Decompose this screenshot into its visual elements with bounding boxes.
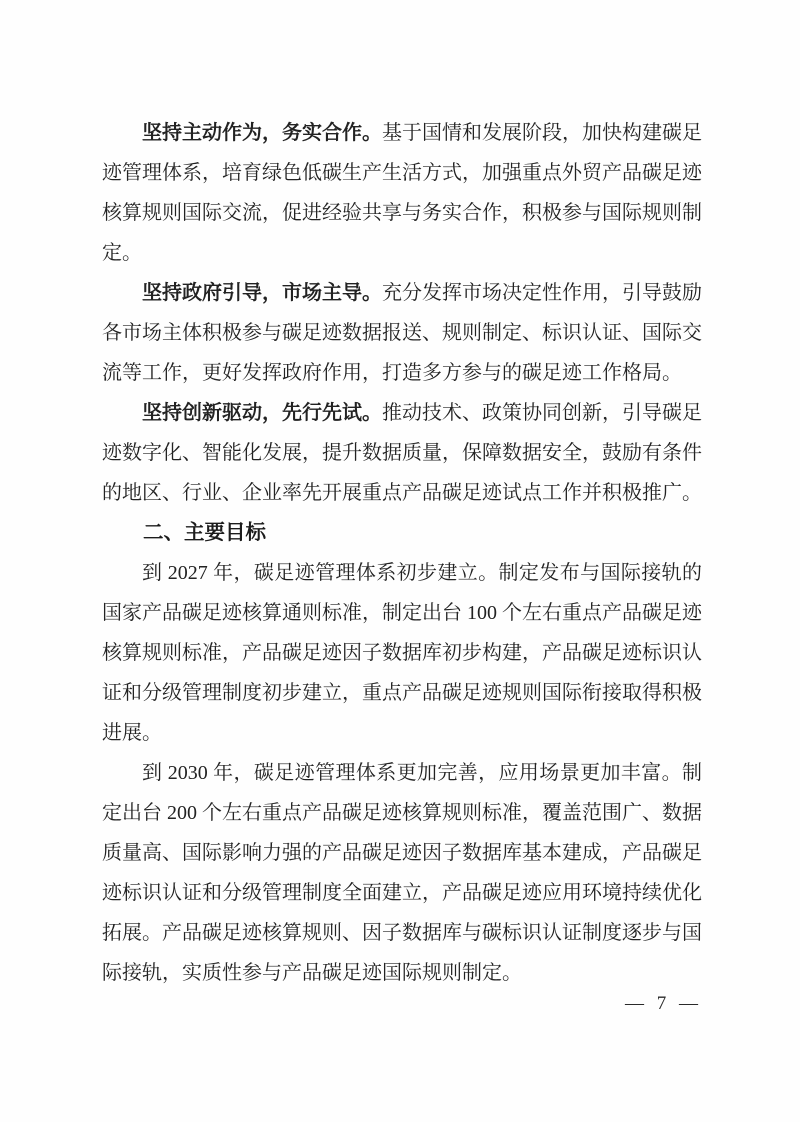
section-heading-main-goals: 二、主要目标 [143,522,266,544]
page-number: — 7 — [625,993,702,1014]
paragraph-lead-bold: 坚持创新驱动，先行先试。 [142,402,382,424]
paragraph-body-text: 基于国情和发展阶段，加快构建碳足迹管理体系，培育绿色低碳生产生活方式，加强重点外贸产品碳足迹核算规则国际交流，促进经验共享与务实合作，积极参与国际规则制定。 [102,122,702,264]
paragraph-lead-bold: 坚持主动作为，务实合作。 [142,122,382,144]
paragraph-principle-cooperation [102,113,702,273]
document-body [102,113,702,993]
paragraph-lead-bold: 坚持政府引导，市场主导。 [142,282,382,304]
paragraph-body-text: 充分发挥市场决定性作用，引导鼓励各市场主体积极参与碳足迹数据报送、规则制定、标识认证、国际交流等工作，更好发挥政府作用，打造多方参与的碳足迹工作格局。 [102,282,702,384]
paragraph-principle-government [102,273,702,393]
paragraph-goal-2030: 到 2030 年，碳足迹管理体系更加完善，应用场景更加丰富。制定出台 200 个左右重点产品碳足迹核算规则标准，覆盖范围广、数据质量高、国际影响力强的产品碳足迹因子数据库基本建成，产品碳足迹标识认证和分级管理制度全面建立，产品碳足迹应用环境持续优化拓展。产品碳足迹核算规则、因子数据库与碳标识认证制度逐步与国际接轨，实质性参与产品碳足迹国际规则制定。 [102,762,702,984]
paragraph-body-text: 推动技术、政策协同创新，引导碳足迹数字化、智能化发展，提升数据质量，保障数据安全，鼓励有条件的地区、行业、企业率先开展重点产品碳足迹试点工作并积极推广。 [102,402,702,504]
paragraph-principle-innovation [102,393,702,513]
paragraph-goal-2027: 到 2027 年，碳足迹管理体系初步建立。制定发布与国际接轨的国家产品碳足迹核算通则标准，制定出台 100 个左右重点产品碳足迹核算规则标准，产品碳足迹因子数据库初步构建，产品碳足迹标识认证和分级管理制度初步建立，重点产品碳足迹规则国际衔接取得积极进展。 [102,562,702,744]
